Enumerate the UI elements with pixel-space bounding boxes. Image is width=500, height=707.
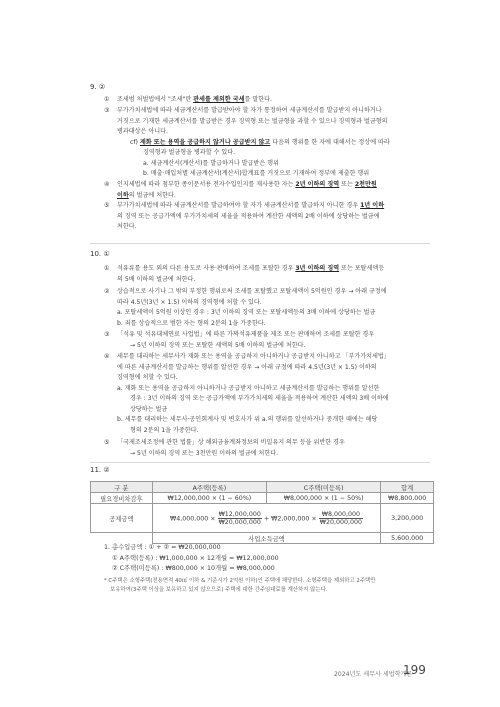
table-cell: ₩12,000,000 × (1 − 60%) — [152, 493, 266, 504]
q9-item-4-emph: 2천만원 — [354, 181, 377, 188]
q9-item-5-line: 처한다. — [117, 223, 137, 230]
q10-item-2-line: 따라 4.5년(3년 × 1.5) 이하의 징역형에 처할 수 있다. — [117, 298, 262, 306]
q10-item-2 — [104, 287, 430, 329]
question-10-number: 10. ① — [90, 250, 110, 258]
calculation-block — [104, 543, 434, 575]
table-header: A주택(등록) — [152, 482, 266, 493]
q10-item-4-line: 상당하는 벌금 — [130, 405, 168, 413]
q9-item-4-emph: 2년 이하의 징역 — [295, 181, 340, 188]
q9-item-1 — [104, 95, 430, 106]
table-row — [91, 533, 434, 544]
fraction-numerator: ₩8,000,000 — [319, 511, 363, 519]
table-cell: 공제금액 — [91, 504, 153, 533]
cf-emph: 재화 또는 용역을 공급하지 않거나 공급받지 않고 — [139, 138, 271, 146]
table-header: C주택(미등록) — [267, 482, 381, 493]
footer-title: 2024년도 세무사 세법학개론 — [334, 671, 413, 678]
q10-item-2-line: a. 포탈세액이 5억원 이상인 경우 : 3년 이하의 징역 또는 포탈세액등의 3배 이하에 상당하는 벌금 — [117, 309, 376, 316]
q9-item-3 — [104, 106, 430, 180]
q10-item-3 — [104, 330, 430, 351]
table-cell: ₩8,000,000 × (1 − 50%) — [267, 493, 381, 504]
q10-item-2-num: ② — [104, 288, 110, 295]
calc-line: ① A주택(등록) : ₩1,000,000 × 12개월 = ₩12,000,000 — [112, 554, 279, 562]
formula-term: + ₩2,000,000 × — [263, 515, 317, 522]
q10-item-1-emph: 3년 이하의 징역 — [295, 265, 340, 272]
q10-item-4-line: 징역형에 처할 수 있다. — [117, 374, 178, 381]
q10-item-4-num: ④ — [104, 353, 110, 360]
q9-item-1-num: ① — [104, 96, 110, 103]
q9-item-1-text: 조세범 처벌법에서 "조세"란 — [117, 96, 194, 103]
footnote-line: * C주택은 소형주택(전용면적 40㎡ 이하 & 기준시가 2억원 이하)인 주택에 해당한다. 소형주택을 제외하고 2주택만 — [104, 578, 376, 584]
table-header: 합계 — [381, 482, 434, 493]
q9-item-4 — [104, 180, 430, 201]
q9-item-4-text: 또는 — [339, 181, 355, 188]
divider — [90, 462, 430, 463]
table-cell: 3,200,000 — [381, 504, 434, 533]
q10-item-1-line: 의 5배 이하의 벌금에 처한다. — [117, 275, 196, 283]
q10-item-4-line: 경우 : 3년 이하의 징역 또는 공급가액에 부가가치세의 세율을 적용하여 계산한 세액의 3배 이하에 — [130, 395, 389, 402]
fraction-denominator: ₩20,000,000 — [319, 518, 362, 526]
q9-item-5-emph: 1년 이하 — [360, 202, 385, 209]
table-row — [91, 493, 434, 504]
table-cell-empty — [91, 533, 153, 544]
cf-item-b: b. 매출·매입처별 세금계산서(계산서)합계표를 거짓으로 기재하여 정부에 제출한 행위 — [143, 170, 370, 177]
cf-text: 다음의 행위를 한 자에 대해서는 정상에 따라 — [270, 138, 390, 146]
q10-item-3-line: → 5년 이하의 징역 또는 포탈한 세액의 5배 이하의 벌금에 처한다. — [130, 341, 306, 349]
question-11-number: 11. ② — [90, 466, 110, 474]
q10-item-3-num: ③ — [104, 331, 110, 338]
question-9-number: 9. ② — [90, 83, 106, 91]
q9-item-4-tail: 의 벌금에 처한다. — [128, 191, 176, 199]
table-cell: 사업소득금액 — [152, 533, 381, 544]
q10-item-2-line: b. 죄를 상습적으로 범한 자는 형의 2분의 1을 가중한다. — [117, 319, 266, 327]
q9-item-1-tail: 를 말한다. — [244, 96, 272, 103]
table-header-row — [91, 482, 434, 493]
page-number: 199 — [403, 663, 426, 677]
fraction-numerator: ₩12,000,000 — [218, 510, 261, 518]
divider — [90, 243, 430, 244]
table-row — [91, 504, 434, 533]
q10-item-1-text: 석유류를 용도 외의 다른 용도로 사용·판매하여 조세를 포탈한 경우 — [117, 265, 296, 272]
q10-item-4-line: 형의 2분의 1을 가중한다. — [130, 426, 199, 434]
q9-item-3-line: 부가가치세법에 따라 세금계산서를 발급받아야 할 자가 통정하여 세금계산서를 발급받지 아니하거나 — [117, 107, 382, 114]
q9-item-5-line: 의 징역 또는 공급가액에 부가가치세의 세율을 적용하여 계산한 세액의 2배 이하에 상당하는 벌금에 — [117, 212, 380, 220]
income-table — [90, 481, 434, 544]
q9-item-3-line: 거짓으로 기재한 세금계산서를 발급받은 경우 징역형 또는 벌금형을 과할 수 있으나 징역형과 벌금형의 — [117, 117, 388, 125]
table-header: 구 분 — [91, 482, 153, 493]
q10-item-1-text: 또는 포탈세액등 — [339, 265, 385, 272]
q10-item-5-num: ⑤ — [104, 439, 110, 446]
table-cell: ₩8,800,000 — [381, 493, 434, 504]
footnote — [104, 577, 434, 595]
q10-item-4 — [104, 352, 430, 436]
q9-item-3-line: 병과대상은 아니다. — [117, 128, 168, 135]
q10-item-2-line: 상습적으로 사기나 그 밖의 부정한 행위로써 조세를 포탈했고 포탈세액이 5억원인 경우 → 아래 규정에 — [117, 288, 387, 295]
q9-item-4-num: ④ — [104, 181, 110, 188]
q10-item-3-line: 「석유 및 석유대체연료 사업법」에 따른 가짜석유제품을 제조 또는 판매하여 조세를 포탈한 경우 — [117, 331, 375, 338]
q9-item-3-num: ③ — [104, 107, 110, 114]
calc-line: 1. 총수입금액 : ① + ② = ₩20,000,000 — [104, 544, 221, 551]
q10-item-1-num: ① — [104, 265, 110, 272]
fraction-denominator: ₩20,000,000 — [218, 518, 261, 526]
cf-item-a: a. 세금계산서(계산서)를 발급하거나 발급받은 행위 — [143, 159, 279, 167]
formula-term: ₩4,000,000 × — [169, 515, 216, 522]
fraction — [319, 511, 363, 526]
table-cell-formula — [152, 504, 381, 533]
q10-item-4-line: 에 따른 세금계산서를 발급하는 행위를 알선한 경우 → 아래 규정에 따라 4.5년(3년 × 1.5) 이하의 — [117, 363, 377, 371]
q10-item-5 — [104, 438, 430, 459]
q10-item-4-line: 세무를 대리하는 세무사가 재화 또는 용역을 공급하지 아니하거나 공급받지 아니하고 「부가가치세법」 — [117, 353, 390, 360]
q10-item-4-line: b. 세무를 대리하는 세무사·공인회계사 및 변호사가 위 a.의 행위를 알선하거나 중개한 때에는 해당 — [117, 416, 378, 423]
fraction — [218, 511, 262, 526]
q10-item-1 — [104, 264, 430, 285]
cf-line: 징역형과 벌금형을 병과할 수 있다. — [143, 149, 236, 156]
q9-item-1-emph: 관세를 제외한 국세 — [193, 96, 245, 103]
footnote-line: 보유하여(3주택 이상을 보유하고 있지 않으므로) 주택에 대한 간주임대료를 계산하지 않는다. — [110, 587, 328, 593]
q10-item-5-line: 「국제조세조정에 관한 법률」상 해외금융계좌정보의 비밀유지 의무 등을 위반한 경우 — [117, 439, 345, 446]
calc-line: ② C주택(미등록) : ₩800,000 × 10개월 = ₩8,000,000 — [112, 565, 275, 572]
q9-item-4-text: 인지세법에 따라 첨부한 종이문서용 전자수입인지를 재사용한 자는 — [117, 181, 296, 188]
cf-label: cf) — [130, 138, 140, 146]
table-cell: 5,600,000 — [381, 533, 434, 544]
q9-item-5 — [104, 201, 430, 233]
q9-item-5-text: 부가가치세법에 따라 세금계산서를 발급하여야 할 자가 세금계산서를 발급하지 아니한 경우 — [117, 202, 361, 209]
q10-item-5-line: → 5년 이하의 징역 또는 3천만원 이하의 벌금에 처한다. — [130, 449, 279, 457]
table-cell: 필요경비차감후 — [91, 493, 153, 504]
q10-item-4-line: a. 재화 또는 용역을 공급하지 아니하거나 공급받지 아니하고 세금계산서를 발급하는 행위를 알선한 — [117, 384, 380, 392]
q9-item-4-emph: 이하 — [117, 191, 129, 199]
q9-item-5-num: ⑤ — [104, 202, 110, 209]
